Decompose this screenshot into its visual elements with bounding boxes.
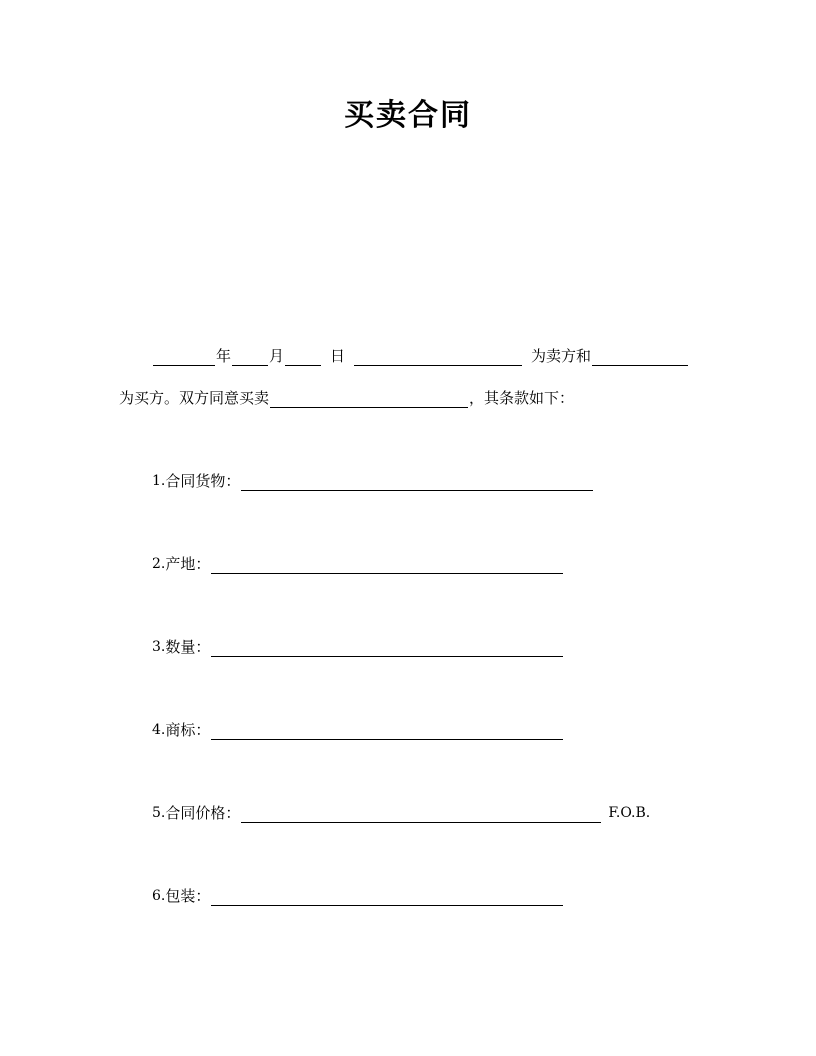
- clause-label: 合同货物：: [165, 472, 241, 490]
- goods-blank[interactable]: [270, 389, 468, 408]
- clause-2: [152, 554, 564, 574]
- clause-label: 包装：: [165, 887, 211, 905]
- year-label: 年: [216, 347, 232, 365]
- clause-number: 3.: [152, 639, 166, 655]
- seller-blank[interactable]: [354, 347, 522, 366]
- clause-label: 数量：: [165, 638, 211, 656]
- month-blank[interactable]: [232, 347, 268, 366]
- clause-number: 1.: [152, 473, 166, 489]
- day-label: 日: [330, 347, 346, 365]
- clause-label: 商标：: [165, 721, 211, 739]
- clause-label: 合同价格：: [165, 804, 241, 822]
- clause-3: [152, 637, 564, 657]
- month-label: 月: [269, 347, 285, 365]
- clause-number: 4.: [152, 722, 166, 738]
- clause-number: 2.: [152, 556, 166, 572]
- origin-blank[interactable]: [211, 555, 563, 574]
- clause-number: 5.: [152, 805, 166, 821]
- buyer-label: 为买方。双方同意买卖: [119, 389, 270, 407]
- clause-1: [152, 471, 594, 491]
- document-title: 买卖合同: [344, 98, 472, 133]
- contract-goods-blank[interactable]: [241, 472, 593, 491]
- buyer-blank[interactable]: [592, 347, 688, 366]
- intro-suffix: ，其条款如下：: [469, 389, 575, 407]
- clause-label: 产地：: [165, 555, 211, 573]
- day-blank[interactable]: [285, 347, 321, 366]
- clause-6: [152, 886, 564, 906]
- intro-line-2: [119, 388, 574, 408]
- price-blank[interactable]: [241, 804, 601, 823]
- quantity-blank[interactable]: [211, 638, 563, 657]
- intro-line-1: [152, 346, 689, 366]
- clause-number: 6.: [152, 888, 166, 904]
- seller-label: 为卖方和: [531, 347, 592, 365]
- clause-5: [152, 803, 650, 823]
- year-blank[interactable]: [153, 347, 215, 366]
- packing-blank[interactable]: [211, 887, 563, 906]
- fob-term: F.O.B.: [608, 805, 651, 821]
- clause-4: [152, 720, 564, 740]
- trademark-blank[interactable]: [211, 721, 563, 740]
